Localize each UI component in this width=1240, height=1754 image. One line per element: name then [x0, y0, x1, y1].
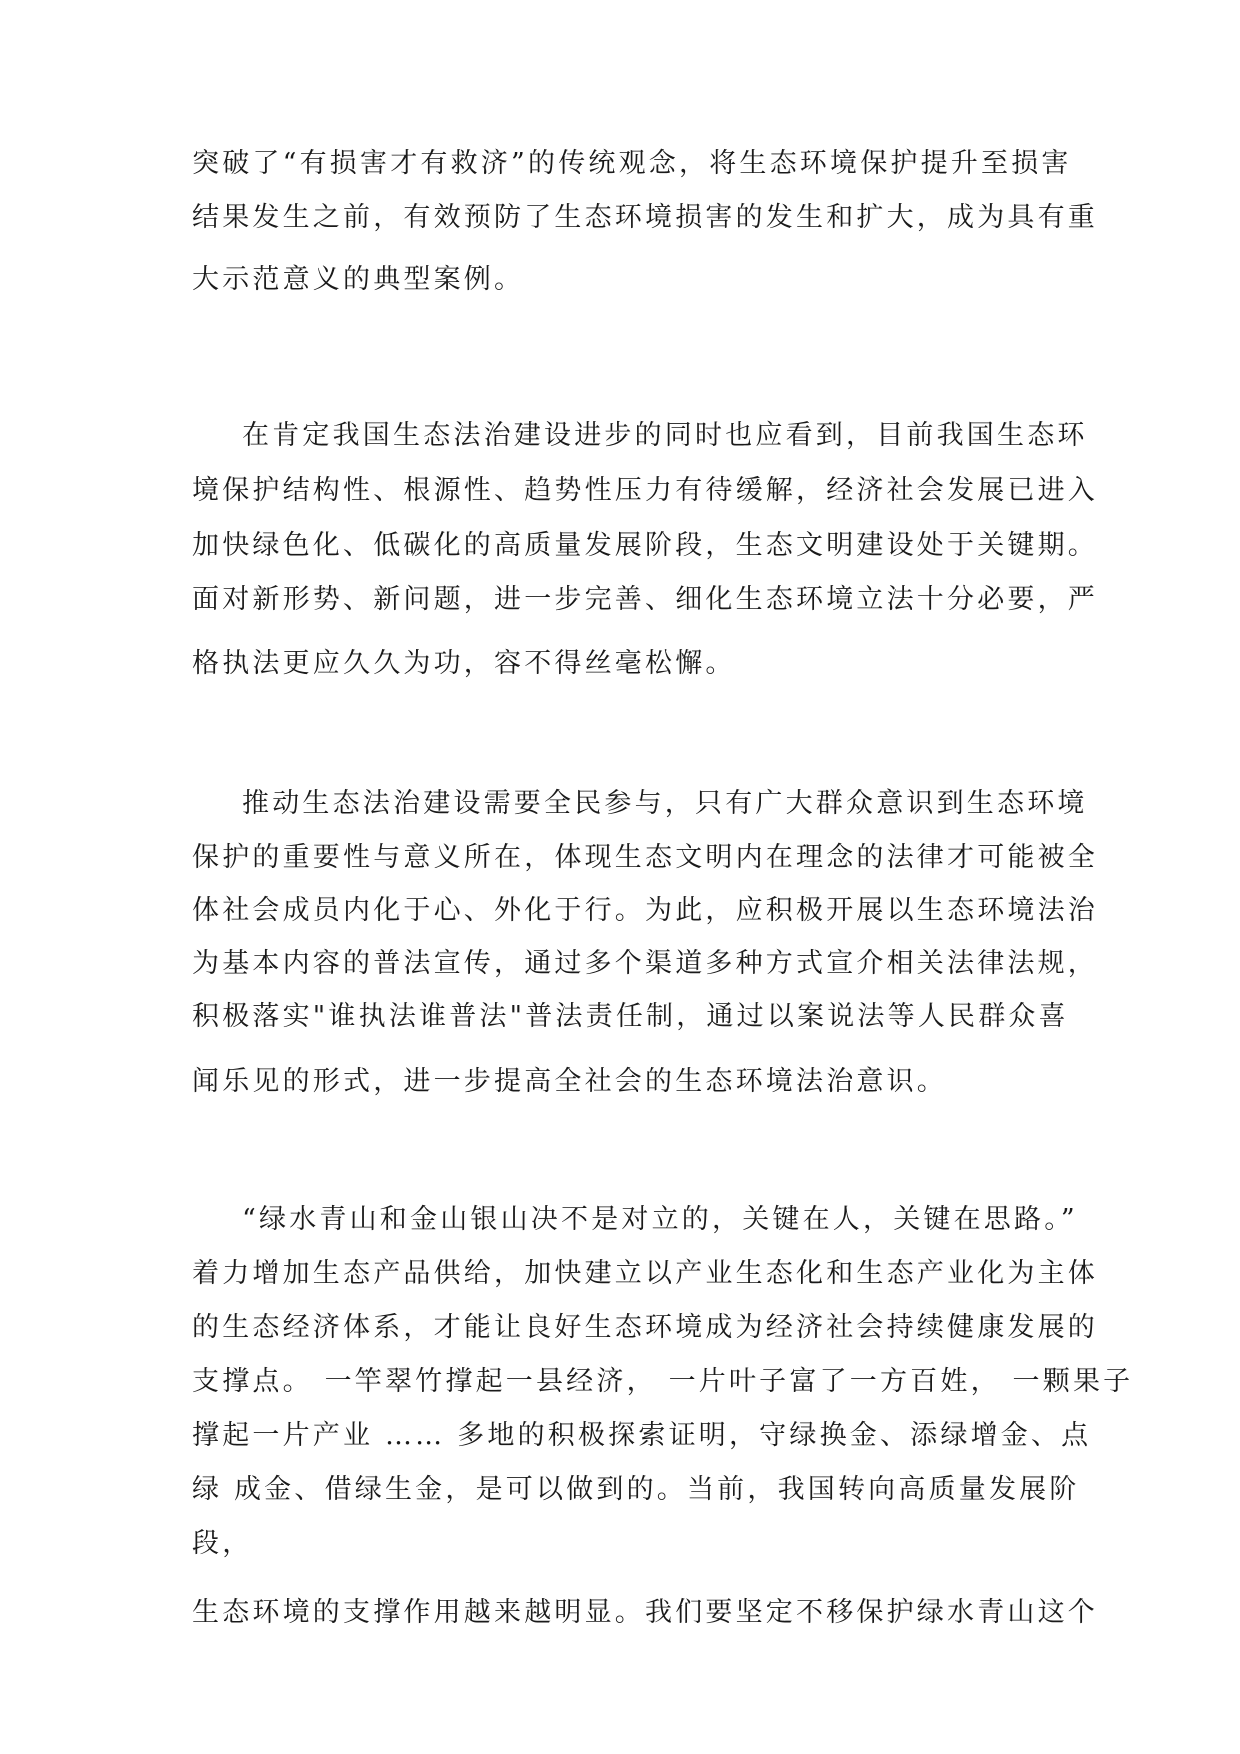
text-line: 境保护结构性、根源性、趋势性压力有待缓解，经济社会发展已进入	[192, 475, 1098, 506]
text-line: 生态环境的支撑作用越来越明显。我们要坚定不移保护绿水青山这个	[192, 1597, 1098, 1628]
text-line: 在肯定我国生态法治建设进步的同时也应看到，目前我国生态环	[242, 420, 1088, 451]
text-line: 闻乐见的形式，进一步提高全社会的生态环境法治意识。	[192, 1066, 947, 1097]
text-line: 的生态经济体系，才能让良好生态环境成为经济社会持续健康发展的	[192, 1312, 1098, 1343]
text-line: 体社会成员内化于心、外化于行。为此，应积极开展以生态环境法治	[192, 895, 1098, 926]
text-line: 大示范意义的典型案例。	[192, 264, 525, 295]
text-line: 为基本内容的普法宣传，通过多个渠道多种方式宣介相关法律法规，	[192, 948, 1098, 979]
text-line: 推动生态法治建设需要全民参与，只有广大群众意识到生态环境	[242, 788, 1088, 819]
text-line: 积极落实"谁执法谁普法"普法责任制，通过以案说法等人民群众喜	[192, 1001, 1069, 1032]
text-line: 加快绿色化、低碳化的高质量发展阶段，生态文明建设处于关键期。	[192, 530, 1098, 561]
text-line: 绿 成金、借绿生金，是可以做到的。当前，我国转向高质量发展阶	[192, 1474, 1080, 1505]
text-line: 段，	[192, 1528, 253, 1559]
text-line: 着力增加生态产品供给，加快建立以产业生态化和生态产业化为主体	[192, 1258, 1098, 1289]
text-line: 撑起一片产业 …… 多地的积极探索证明，守绿换金、添绿增金、点	[192, 1420, 1092, 1451]
text-line: 格执法更应久久为功，容不得丝毫松懈。	[192, 648, 736, 679]
text-line: 突破了“有损害才有救济”的传统观念，将生态环境保护提升至损害	[192, 148, 1072, 179]
text-line: 保护的重要性与意义所在，体现生态文明内在理念的法律才可能被全	[192, 842, 1098, 873]
text-line: 结果发生之前，有效预防了生态环境损害的发生和扩大，成为具有重	[192, 202, 1098, 233]
text-line: “绿水青山和金山银山决不是对立的，关键在人，关键在思路。”	[242, 1204, 1078, 1235]
text-line: 面对新形势、新问题，进一步完善、细化生态环境立法十分必要，严	[192, 584, 1098, 615]
text-line: 支撑点。 一竿翠竹撑起一县经济， 一片叶子富了一方百姓， 一颗果子	[192, 1366, 1134, 1397]
